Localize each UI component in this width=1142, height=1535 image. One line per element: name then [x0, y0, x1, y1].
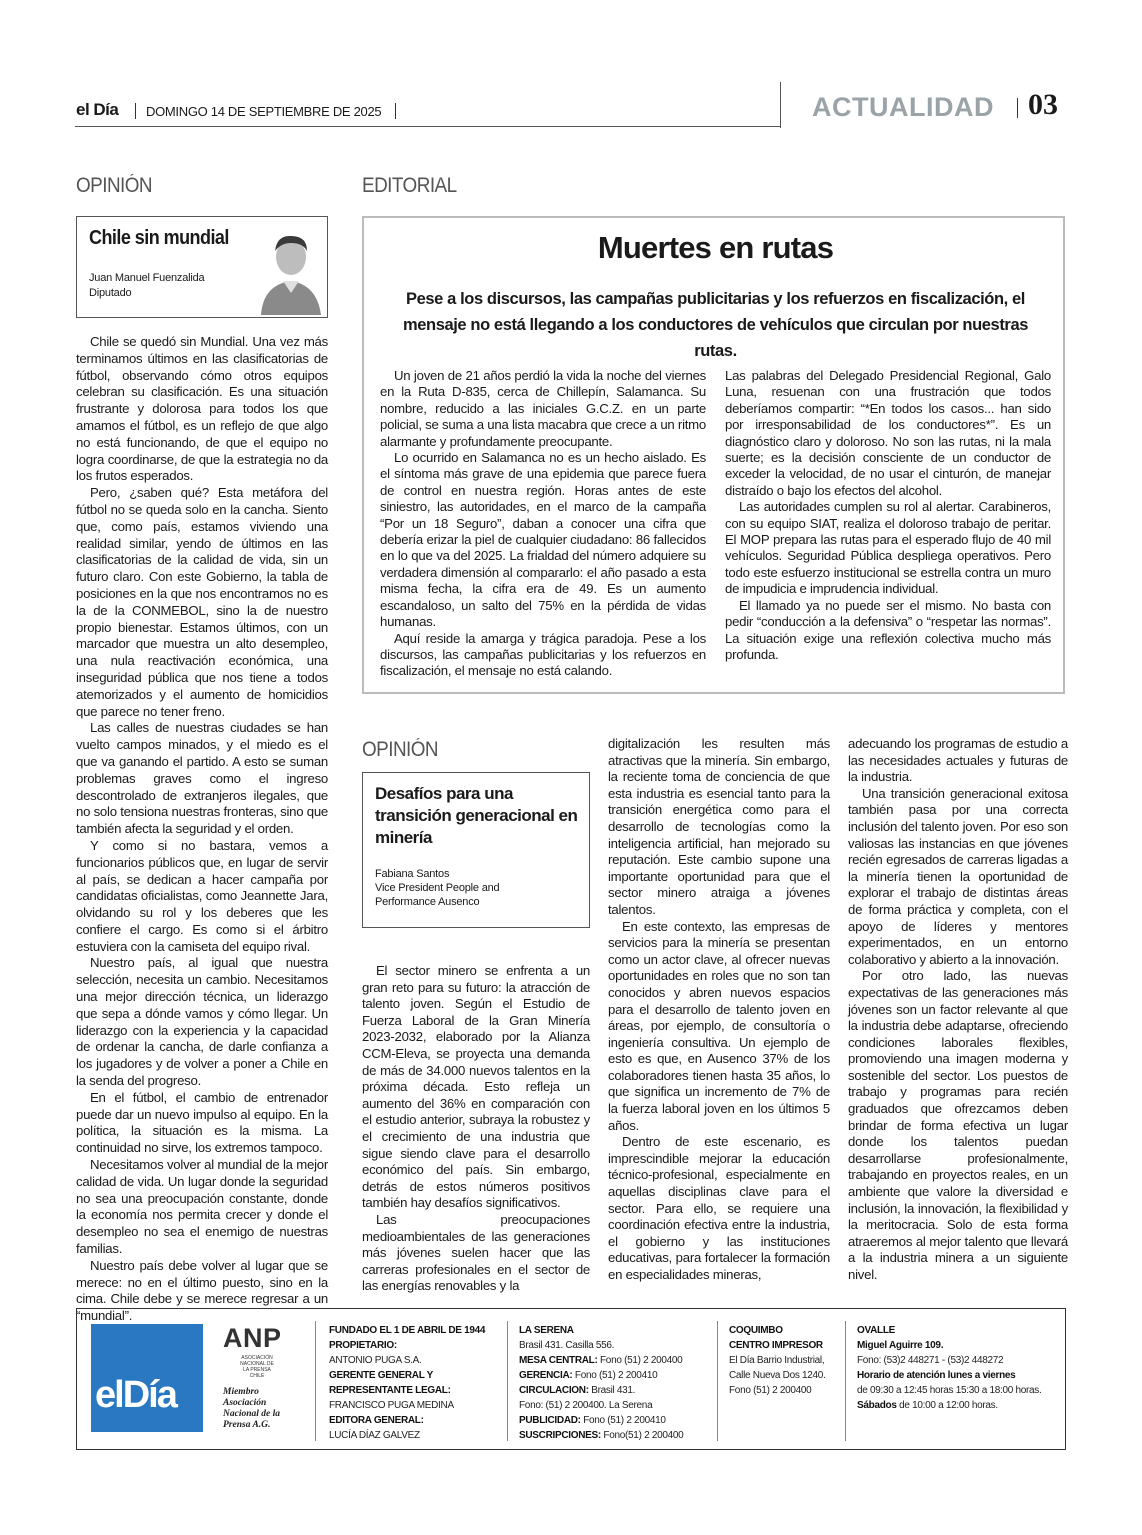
section-name: ACTUALIDAD	[812, 92, 994, 122]
paragraph: Pero, ¿saben qué? Esta metáfora del fútbol no se queda solo en la cancha. Siento que, como país, estamos viviendo una realidad similar, yendo de últimos en las clasificatorias de la calidad de vida, sin un futuro claro. Con este Gobierno, la tabla de posiciones en la que nos encontramos no es la de la CONMEBOL, sino la de nuestro propio bienestar. Estamos últimos, con un marcador que muestra un alto desempleo, una nula reactivación económica, una inseguridad pública que nos tiene a todos atemorizados y el aumento de homicidios que parece no tener freno.	[76, 485, 328, 719]
newspaper-logo	[91, 1324, 203, 1432]
suscripciones-label: SUSCRIPCIONES:	[519, 1430, 601, 1441]
publicidad-label: PUBLICIDAD:	[519, 1415, 581, 1426]
header-separator	[135, 103, 136, 119]
circulacion-address: Brasil 431.	[591, 1385, 636, 1396]
paragraph: Un joven de 21 años perdió la vida la noche del viernes en la Ruta D-835, cerca de Chillepín, Salamanca. Su nombre, reducido a las iniciales G.C.Z. en un parte policial, se suma a una lista macabra que crece a un ritmo alarmante y profundamente preocupante.	[380, 368, 706, 449]
owner: ANTONIO PUGA S.A.	[329, 1355, 422, 1366]
opinion-body	[76, 334, 328, 1325]
editorial-box	[362, 216, 1065, 694]
address: Miguel Aguirre 109.	[857, 1340, 944, 1351]
issue-date: DOMINGO 14 DE SEPTIEMBRE DE 2025	[146, 104, 382, 119]
author-role: Vice President People and Performance Ausenco	[375, 882, 500, 908]
publicidad-phone: Fono (51) 2 200410	[583, 1415, 666, 1426]
paragraph: Chile se quedó sin Mundial. Una vez más terminamos últimos en las clasificatorias de fútbol, observando cómo otros equipos celebran su clasificación. Es una situación frustrante y dolorosa para todos los que amamos el fútbol, es un reflejo de que algo no está funcionando, de que el equipo no logra coordinarse, de que la estrategia no da los frutos esperados.	[76, 334, 328, 484]
opinion-title: Chile sin mundial	[89, 227, 229, 249]
author-name: Fabiana Santos	[375, 868, 450, 880]
paragraph: Nuestro país debe volver al lugar que se merece: no en el último puesto, sino en la cima. Chile debe y se merece regresar a un “mundial”.	[76, 1257, 328, 1324]
editorial-column	[725, 368, 1051, 663]
founded: FUNDADO EL 1 DE ABRIL DE 1944	[329, 1325, 486, 1336]
saturday-label: Sábados	[857, 1400, 897, 1411]
paragraph: Una transición generacional exitosa también pasa por una correcta inclusión del talento joven. Por eso son valiosas las instancias en que jóvenes recién egresados de carreras ligadas a la minería tienen la oportunidad de explorar el trabajo de distintas áreas de forma práctica y completa, con el apoyo de líderes y mentores experimentados, en un entorno colaborativo y abierto a la innovación.	[848, 785, 1068, 967]
hours: de 09:30 a 12:45 horas 15:30 a 18:00 horas.	[857, 1385, 1042, 1396]
paragraph: Lo ocurrido en Salamanca no es un hecho aislado. Es el síntoma más grave de una epidemia que parece fuera de control en nuestra región. Horas antes de este siniestro, las autoridades, en el marco de la campaña “Por un 18 Seguro”, daban a conocer una cifra que debería erizar la piel de cualquier ciudadano: 86 fallecidos en lo que va del 2025. La frialdad del número adquiere su verdadera dimensión al compararlo: el año pasado a esta misma fecha, la cifra era de 49. Es un aumento escandaloso, un salto del 75% en la pérdida de vidas humanas.	[380, 450, 706, 630]
city: LA SERENA	[519, 1325, 574, 1336]
brand-name: el Día	[76, 100, 119, 119]
phone: Fono: (53)2 448271 - (53)2 448272	[857, 1355, 1004, 1366]
member-note: Miembro Asociación Nacional de la Prensa A.G.	[223, 1387, 280, 1430]
author-block	[89, 271, 204, 301]
footer-column-la-serena	[519, 1323, 709, 1443]
masthead-footer	[76, 1308, 1066, 1450]
footer-column-credits	[329, 1323, 499, 1443]
paragraph: Necesitamos volver al mundial de la mejor calidad de vida. Un lugar donde la seguridad no sea una preocupación constante, donde la economía nos permita crecer y donde el desempleo no sea el enemigo de nuestras familias.	[76, 1157, 328, 1257]
address: Brasil 431. Casilla 556.	[519, 1340, 615, 1351]
opinion-kicker: OPINIÓN	[362, 738, 439, 761]
author-name: Juan Manuel Fuenzalida	[89, 272, 205, 284]
opinion-header-box	[76, 216, 328, 318]
editorial-column	[380, 368, 706, 680]
footer-divider	[845, 1321, 846, 1441]
hours-label: Horario de atención lunes a viernes	[857, 1370, 1016, 1381]
author-role: Diputado	[89, 287, 132, 299]
circulacion-label: CIRCULACION:	[519, 1385, 589, 1396]
paragraph: Aquí reside la amarga y trágica paradoja. Pese a los discursos, las campañas publicitarias y los refuerzos en fiscalización, el mensaje no está calando.	[380, 630, 706, 679]
paragraph: En el fútbol, el cambio de entrenador puede dar un nuevo impulso al equipo. En la política, la situación es la misma. La continuidad no sirve, los extremos tampoco.	[76, 1089, 328, 1156]
paragraph: Las autoridades cumplen su rol al alertar. Carabineros, con su equipo SIAT, realiza el doloroso trabajo de peritar. El MOP prepara las rutas para el esperado flujo de 40 mil vehículos. Seguridad Pública despliega operativos. Pero todo este esfuerzo institucional se estrella contra un muro de impudicia e imprudencia individual.	[725, 499, 1051, 597]
header-separator	[1017, 98, 1018, 118]
header-rule	[75, 126, 780, 127]
paragraph: Y como si no bastara, vemos a funcionarios públicos que, en lugar de servir al país, se dedican a hacer campaña por candidatas oficialistas, como Jeannette Jara, olvidando su rol y los deberes que les confiere el cargo. Es como si el árbitro estuviera con la camiseta del equipo rival.	[76, 837, 328, 954]
saturday-hours: de 10:00 a 12:00 horas.	[899, 1400, 998, 1411]
paragraph: Las preocupaciones medioambientales de las generaciones más jóvenes suelen hacer que las carreras profesionales en el sector de las energías renovables y la	[362, 1211, 590, 1294]
author-block	[375, 867, 515, 909]
logo-text: elDía	[95, 1374, 176, 1416]
editorial-lead: Pese a los discursos, las campañas publicitarias y los refuerzos en fiscalización, el mensaje no está llegando a los conductores de vehículos que circulan por nuestras rutas.	[402, 290, 1029, 360]
anp-subtitle: ASOCIACIÓN NACIONAL DE LA PRENSA CHILE	[240, 1355, 274, 1379]
paragraph: Nuestro país, al igual que nuestra selección, necesita un cambio. Necesitamos una mejor dirección técnica, un liderazgo que sepa a dónde vamos y cómo llegar. Un liderazgo con la experiencia y la capacidad de ordenar la cancha, de darle confianza a los jugadores y de volver a poner a Chile en la senda del progreso.	[76, 955, 328, 1089]
opinion-kicker: OPINIÓN	[76, 174, 153, 197]
footer-divider	[315, 1321, 316, 1441]
opinion-column	[608, 736, 830, 1284]
header-separator	[395, 103, 396, 119]
paragraph: El sector minero se enfrenta a un gran reto para su futuro: la atracción de talento joven. Según el Estudio de Fuerza Laboral de la Gran Minería 2023-2032, elaborado por la Alianza CCM-Eleva, se proyecta una demanda de más de 34.000 nuevos talentos en la próxima década. Esto refleja un aumento del 36% en comparación con el estudio anterior, subraya la robustez y el crecimiento de una industria que sigue siendo clave para el desarrollo económico del país. Sin embargo, detrás de estos números positivos también hay desafíos significativos.	[362, 963, 590, 1211]
footer-column-ovalle	[857, 1323, 1062, 1413]
paragraph: Por otro lado, las nuevas expectativas de las generaciones más jóvenes son un factor relevante al que la industria debe adaptarse, ofreciendo condiciones laborales flexibles, promoviendo una imagen moderna y sostenible del sector. Los puestos de trabajo y programas para recién graduados que ofrezcamos deben brindar de forma efectiva un lugar donde los talentos puedan desarrollarse profesionalmente, trabajando en proyectos reales, en un ambiente que valore la diversidad e inclusión, la innovación, la flexibilidad y la meritocracia. Solo de esta forma atraeremos al mejor talento que llevará a la industria minera a un siguiente nivel.	[848, 968, 1068, 1282]
author-photo	[255, 227, 323, 315]
owner-label: PROPIETARIO:	[329, 1340, 397, 1351]
printer-label: CENTRO IMPRESOR	[729, 1340, 823, 1351]
printer-line: Calle Nueva Dos 1240.	[729, 1370, 826, 1381]
footer-divider	[507, 1321, 508, 1441]
paragraph: Las palabras del Delegado Presidencial Regional, Galo Luna, resuenan con una frustración que todos deberíamos compartir: “*En todos los casos... han sido por irresponsabilidad de los conductores*”. Es un diagnóstico claro y doloroso. No son las rutas, ni la mala suerte; es la decisión consciente de un conductor de exceder la velocidad, de no usar el cinturón, de manejar distraído o bajo los efectos del alcohol.	[725, 368, 1051, 498]
suscripciones-phone: Fono(51) 2 200400	[603, 1430, 684, 1441]
printer-line: El Día Barrio Industrial,	[729, 1355, 825, 1366]
footer-divider	[717, 1321, 718, 1441]
paragraph: adecuando los programas de estudio a las necesidades actuales y futuras de la industria.	[848, 736, 1068, 785]
gerencia-label: GERENCIA:	[519, 1370, 573, 1381]
city: COQUIMBO	[729, 1325, 783, 1336]
paragraph: El llamado ya no puede ser el mismo. No basta con pedir “conducción a la defensiva” o “respetar las normas”. La situación exige una reflexión colectiva mucho más profunda.	[725, 597, 1051, 662]
anp-logo: ANP	[223, 1323, 282, 1353]
printer-line: Fono (51) 2 200400	[729, 1385, 812, 1396]
city: OVALLE	[857, 1325, 896, 1336]
paragraph: En este contexto, las empresas de servicios para la minería se presentan como un actor clave, al ofrecer nuevas oportunidades en roles que no son tan conocidos y abren nuevos espacios para el desarrollo de talento joven en áreas, por ejemplo, de consultoría o ingeniería consultiva. Un ejemplo de esto es que, en Ausenco 37% de los colaboradores tienen hasta 35 años, lo que significa un incremento de 7% de la fuerza laboral joven en los últimos 5 años.	[608, 918, 830, 1133]
gerencia-phone: Fono (51) 2 200410	[574, 1370, 658, 1381]
opinion-column	[362, 963, 590, 1295]
footer-column-coquimbo	[729, 1323, 839, 1398]
central-phone: Fono (51) 2 200400	[600, 1355, 683, 1366]
opinion-header-box	[362, 772, 590, 928]
central-label: MESA CENTRAL:	[519, 1355, 598, 1366]
circulacion-phone: Fono: (51) 2 200400. La Serena	[519, 1400, 653, 1411]
editorial-title: Muertes en rutas	[597, 230, 834, 265]
manager-label: GERENTE GENERAL Y REPRESENTANTE LEGAL:	[329, 1370, 451, 1396]
paragraph: Las calles de nuestras ciudades se han vuelto campos minados, y el miedo es el que va ganando el partido. A esto se suman problemas graves como el ingreso descontrolado de extranjeros ilegales, que no solo tensiona nuestras fronteras, sino que también afecta la seguridad y el orden.	[76, 720, 328, 837]
editorial-kicker: EDITORIAL	[362, 174, 457, 197]
paragraph: Dentro de este escenario, es imprescindible mejorar la educación técnico-profesional, especialmente en aquellas disciplinas clave para el sector. Para ello, se requiere una coordinación efectiva entre la industria, el gobierno y las instituciones educativas, para fortalecer la formación en especialidades mineras,	[608, 1134, 830, 1282]
opinion-title: Desafíos para una transición generacional en minería	[375, 784, 578, 847]
editor-label: EDITORA GENERAL:	[329, 1415, 424, 1426]
page-number: 03	[1028, 88, 1058, 121]
editor: LUCÍA DÍAZ GALVEZ	[329, 1430, 420, 1441]
header-divider	[780, 82, 781, 128]
paragraph: digitalización les resulten más atractivas que la minería. Sin embargo, la reciente toma de conciencia de que esta industria es esencial tanto para la transición energética como para el desarrollo de tecnologías como la inteligencia artificial, han mejorado su reputación. Este cambio supone una importante oportunidad para que el sector minero atraiga a jóvenes talentos.	[608, 736, 830, 917]
manager: FRANCISCO PUGA MEDINA	[329, 1400, 454, 1411]
opinion-column	[848, 736, 1068, 1284]
